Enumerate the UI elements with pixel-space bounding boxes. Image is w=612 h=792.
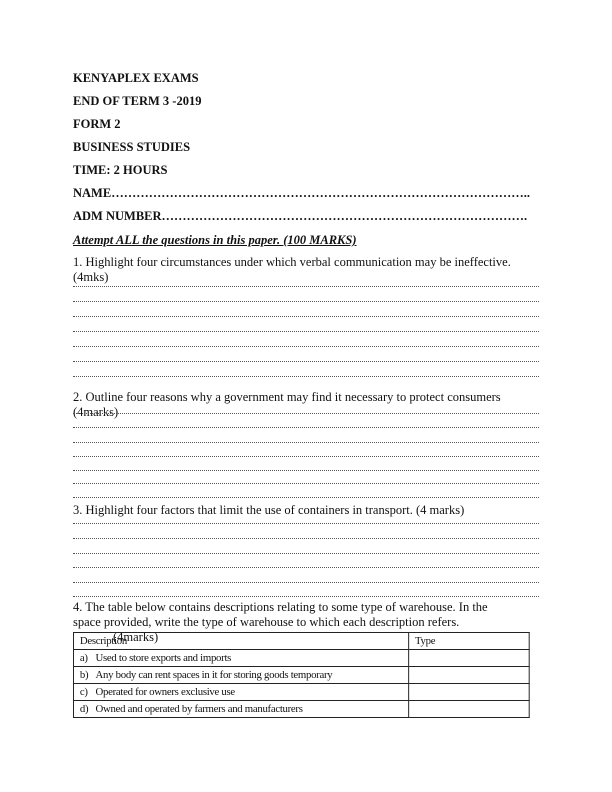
table-header-row xyxy=(73,633,529,650)
row-letter: d) xyxy=(79,703,89,715)
form-level: FORM 2 xyxy=(73,117,121,131)
answer-line[interactable] xyxy=(73,553,539,554)
answer-line[interactable] xyxy=(73,582,539,583)
answer-line[interactable] xyxy=(73,286,539,287)
answer-line[interactable] xyxy=(73,497,539,498)
table-row xyxy=(73,667,529,684)
subject: BUSINESS STUDIES xyxy=(73,140,191,154)
row-description: Used to store exports and imports xyxy=(95,652,232,664)
header-type: Type xyxy=(409,633,530,650)
warehouse-table xyxy=(73,632,530,718)
table-row xyxy=(73,684,529,701)
type-cell[interactable] xyxy=(409,650,530,667)
question-2: 2. Outline four reasons why a government may find it necessary to protect consumers (4marks) xyxy=(73,390,501,419)
answer-line[interactable] xyxy=(73,456,539,457)
question-3: 3. Highlight four factors that limit the use of containers in transport. (4 marks) xyxy=(73,503,465,517)
row-description: Any body can rent spaces in it for storing goods temporary xyxy=(95,669,333,681)
table-row xyxy=(73,701,529,718)
answer-line[interactable] xyxy=(73,567,539,568)
answer-line[interactable] xyxy=(73,442,539,443)
answer-line[interactable] xyxy=(73,316,539,317)
name-field[interactable]: NAME……………………………………………………………………………………….. xyxy=(73,186,530,200)
answer-line[interactable] xyxy=(73,538,539,539)
instruction: Attempt ALL the questions in this paper. (100 MARKS) xyxy=(73,233,357,247)
answer-line[interactable] xyxy=(73,427,539,428)
row-description: Operated for owners exclusive use xyxy=(95,686,235,698)
answer-line[interactable] xyxy=(73,483,539,484)
row-description: Owned and operated by farmers and manufacturers xyxy=(95,703,303,715)
exam-time: TIME: 2 HOURS xyxy=(73,163,168,177)
row-letter: c) xyxy=(79,686,88,698)
question-1: 1. Highlight four circumstances under which verbal communication may be ineffective. (4mks) xyxy=(73,255,511,284)
row-letter: a) xyxy=(79,652,88,664)
answer-line[interactable] xyxy=(73,361,539,362)
type-cell[interactable] xyxy=(409,667,530,684)
answer-line[interactable] xyxy=(73,413,539,414)
answer-line[interactable] xyxy=(73,301,539,302)
question-4-marks: (4marks) xyxy=(113,630,159,644)
answer-line[interactable] xyxy=(73,376,539,377)
table-row xyxy=(73,650,529,667)
exam-term: END OF TERM 3 -2019 xyxy=(73,94,202,108)
answer-line[interactable] xyxy=(73,346,539,347)
answer-line[interactable] xyxy=(73,596,539,597)
answer-line[interactable] xyxy=(73,523,539,524)
answer-line[interactable] xyxy=(73,470,539,471)
type-cell[interactable] xyxy=(409,701,530,718)
question-4-text: 4. The table below contains descriptions relating to some type of warehouse. In the space provided, write the type of warehouse to which each description refers. xyxy=(73,600,488,629)
adm-number-field[interactable]: ADM NUMBER……………………………………………………………………………. xyxy=(73,209,528,223)
answer-line[interactable] xyxy=(73,331,539,332)
row-letter: b) xyxy=(79,669,89,681)
school-name: KENYAPLEX EXAMS xyxy=(73,71,199,85)
header-description: Description xyxy=(73,633,408,650)
type-cell[interactable] xyxy=(409,684,530,701)
